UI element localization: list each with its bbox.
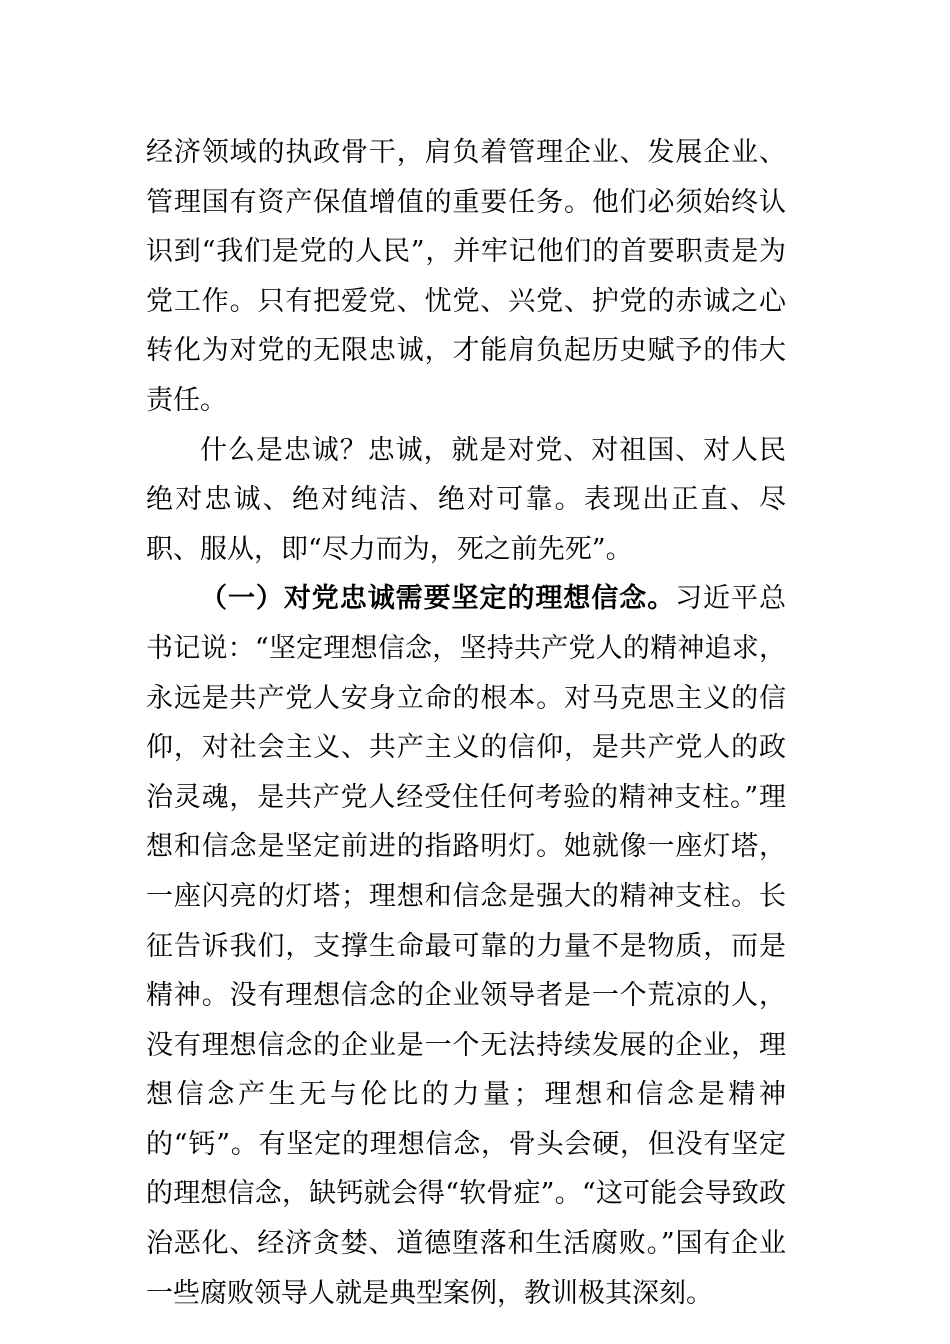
section-body: 习近平总书记说：“坚定理想信念，坚持共产党人的精神追求，永远是共产党人安身立命的根本。对马克思主义的信仰，对社会主义、共产主义的信仰，是共产党人的政治灵魂，是共产党人经受住任何考验的精神支柱。”理想和信念是坚定前进的指路明灯。她就像一座灯塔，一座闪亮的灯塔；理想和信念是强大的精神支柱。长征告诉我们，支撑生命最可靠的力量不是物质，而是精神。没有理想信念的企业领导者是一个荒凉的人，没有理想信念的企业是一个无法持续发展的企业，理想信念产生无与伦比的力量；理想和信念是精神的“钙”。有坚定的理想信念，骨头会硬，但没有坚定的理想信念，缺钙就会得“软骨症”。“这可能会导致政治恶化、经济贪婪、道德堕落和生活腐败。”国有企业一些腐败领导人就是典型案例，教训极其深刻。: [146, 583, 787, 1309]
body-text: [146, 128, 786, 1318]
paragraph-section-one: [146, 574, 786, 1318]
paragraph-continuation: 经济领域的执政骨干，肩负着管理企业、发展企业、管理国有资产保值增值的重要任务。他们必须始终认识到“我们是党的人民”，并牢记他们的首要职责是为党工作。只有把爱党、忧党、兴党、护党的赤诚之心转化为对党的无限忠诚，才能肩负起历史赋予的伟大责任。: [146, 137, 786, 416]
paragraph-loyalty-definition: 什么是忠诚？忠诚，就是对党、对祖国、对人民绝对忠诚、绝对纯洁、绝对可靠。表现出正直、尽职、服从，即“尽力而为，死之前先死”。: [146, 434, 786, 565]
section-heading: （一）对党忠诚需要坚定的理想信念。: [200, 583, 676, 615]
